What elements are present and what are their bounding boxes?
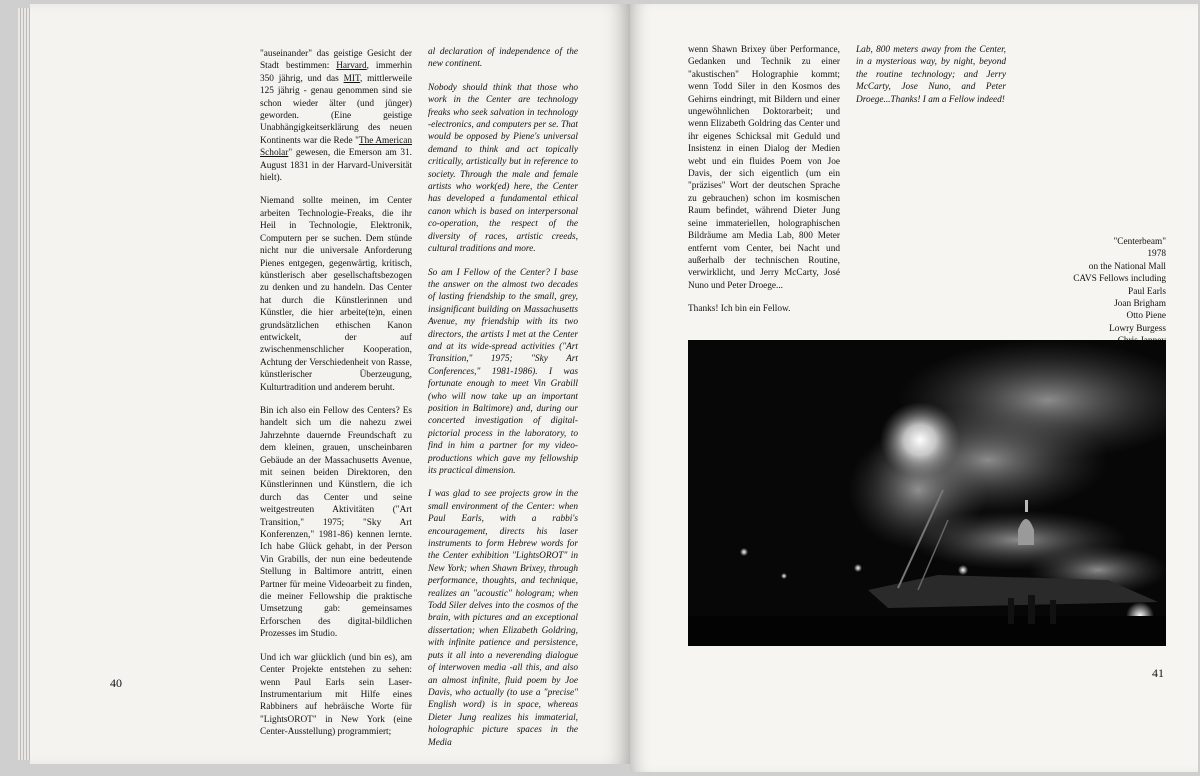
paragraph: Und ich war glücklich (und bin es), am Center Projekte entstehen zu sehen: wenn Paul Earls sein Laser-Instrumentarium mit Hilfe eines Rabbiners auf hebräische Worte für "LightsOROT" in New York (eine Center-Ausstellung) programmiert;	[260, 652, 412, 738]
paragraph: Thanks! Ich bin ein Fellow.	[688, 304, 791, 315]
paragraph: wenn Shawn Brixey über Performance, Gedanken und Technik zu einer "akustischen" Holographie kommt; wenn Todd Siler in den Kosmos des Gehirns eindringt, mit Bildern und einer ungewöhnlichen Doktorarbeit; und wenn Elizabeth Goldring das Center und ihr eigenes Schicksal mit Geduld und Insistenz in einen Dialog der Medien webt und ein fluides Poem von Joe Davis, der sich eigentlich (um ein "präzises" Wort der deutschen Sprache zu gebrauchen) schon im kosmischen Raum befindet, während Dieter Jung seine immateriellen, holographischen Bildräume am Media Lab, 800 Meter entfernt vom Center, bei Nacht und außerhalb der technischen Routine, verwirklicht, und Jerry McCarty, José Nuno und Peter Droege...	[688, 45, 840, 291]
night-photo-centerbeam	[688, 340, 1166, 646]
text-span: "auseinander" das geistige Gesicht der Stadt bestimmen:	[260, 49, 412, 72]
paragraph: Bin ich also ein Fellow des Centers? Es handelt sich um die nahezu zwei Jahrzehnte dauernde Freundschaft zu dem kleinen, grauen, unscheinbaren Gebäude an der Massachusetts Avenue, mit seinen beiden Direktoren, den Künstlerinnen und Künstlern, die ich durch das Center und seine weitgestreuten Aktivitäten ("Art Transition," 1975; "Sky Art Konferenzen," 1981-86) kennen lernte. Ich habe Glück gehabt, in der Person Vin Grabills, der nun eine bedeutende Stellung in Baltimore antritt, einen Partner für meine Videoarbeit zu finden, die meiner Fellowship die praktische Umsetzung gab: gemeinsames Erforschen des digital-bildlichen Prozesses im Studio.	[260, 405, 412, 640]
paragraph: I was glad to see projects grow in the small environment of the Center: when Paul Earls, with a rabbi's encouragement, directs his laser instruments to form Hebrew words for the Center exhibition "LightsOROT" in New York; when Shawn Brixey, through performance, thoughts, and technique, realizes an "acoustic" hologram; when Todd Siler delves into the cosmos of the brain, with pictures and an exceptional dissertation; when Elizabeth Goldring, with infinite patience and persistence, puts it all into a neverending dialogue of interwoven media -all this, and also an almost infinite, fluid poem by Joe Davis, who actually (to use a "precise" English word) is in space, whereas Dieter Jung realizes his immaterial, holographic picture spaces in the Media	[428, 489, 578, 748]
text-span: " gewesen, die Emerson am 31. August 1831 in der Harvard-Universität hielt).	[260, 148, 412, 184]
page-number-right: 41	[1152, 666, 1164, 680]
caption-line: Lowry Burgess	[1109, 323, 1166, 334]
paragraph: Nobody should think that those who work in the Center are technology freaks who seek salvation in technology -electronics, and computers per se. That would be opposed by Piene's universal demand to think and act topically critically, artistically but in reference to society. Through the male and female artists who work(ed) here, the Center has developed a fundamental ethical canon which is based on interpersonal co-operation, the respect of the diversity of races, artistic creeds, cultural traditions and more.	[428, 82, 578, 255]
paragraph: Niemand sollte meinen, im Center arbeiten Technologie-Freaks, die ihr Heil in Technologie, Elektronik, Computern per se suchen. Dem stünde nicht nur die universale Anforderung Pienes entgegen, gegenwärtig, kritisch, künstlerisch aber gesellschaftsbezogen zu denken und zu handeln. Das Center hat durch die Künstlerinnen und Künstler, die hier arbeite(te)n, einen grundsätzlichen ethischen Kanon entwickelt, der auf zwischenmenschlicher Kooperation, Achtung der Verschiedenheit von Rasse, künstlerischer Überzeugung, Kulturtradition und anderem beruht.	[260, 196, 412, 393]
caption-line: on the National Mall	[1088, 261, 1166, 272]
paragraph: So am I Fellow of the Center? I base the answer on the almost two decades of lasting friendship to the small, grey, insignificant building on Massachusetts Avenue, my friendship with its two directors, the artists I met at the Center and at its wide-spread activities ("Art Transition," 1975; "Sky Art Conferences," 1981-1986). I was fortunate enough to meet Vin Grabill (who will now take up an important position in Baltimore) and, during our concerted investigation of digital-pictorial process in the laboratory, to find in him a partner for my video-productions which gave my fellowship its practical dimension.	[428, 267, 578, 476]
page-number-left: 40	[110, 676, 122, 690]
right-column-english	[856, 44, 1006, 117]
text-span: , mittlerweile 125 jährig - genau genommen sind sie schon wieder älter (und jünger) geworden. (Eine geistige Unabhängigkeitserklärung des neuen Kontinents war die Rede "	[260, 73, 412, 146]
paragraph: Lab, 800 meters away from the Center, in a mysterious way, by night, beyond the routine technology; and Jerry McCarty, Jose Nuno, and Peter Droege...Thanks! I am a Fellow indeed!	[856, 45, 1006, 105]
right-column-german	[688, 44, 840, 327]
text-span: Harvard	[336, 61, 367, 72]
caption-line: "Centerbeam"	[1113, 237, 1166, 247]
left-column-german	[260, 48, 412, 750]
caption-line: 1978	[1147, 249, 1166, 260]
paragraph	[260, 48, 412, 184]
text-span: The American Scholar	[260, 135, 412, 159]
paragraph: al declaration of independence of the new continent.	[428, 47, 578, 70]
text-span: , immerhin 350 jährig, und das	[260, 61, 412, 84]
caption-line: Otto Piene	[1126, 311, 1166, 322]
caption-line: Joan Brigham	[1114, 299, 1166, 310]
caption-line: CAVS Fellows including	[1073, 274, 1166, 285]
caption-line: Paul Earls	[1128, 286, 1166, 297]
photo-image	[688, 340, 1166, 646]
left-column-english	[428, 46, 578, 760]
text-span: MIT	[343, 73, 360, 84]
